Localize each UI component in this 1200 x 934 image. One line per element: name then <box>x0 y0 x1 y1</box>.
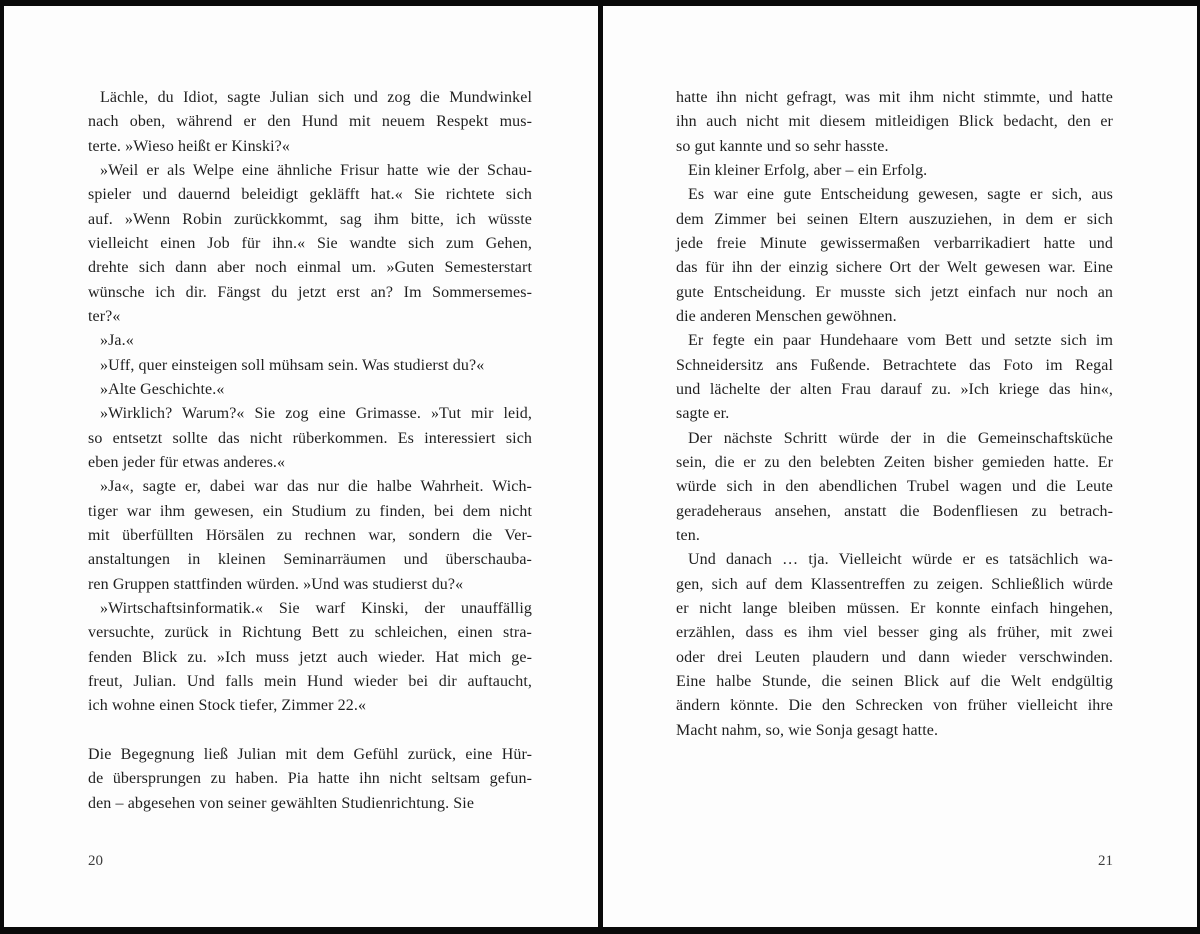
text-line: ren Gruppen stattfinden würden. »Und was studierst du?« <box>88 575 464 593</box>
text-line: erzählen, dass es ihm viel besser ging als früher, mit zwei <box>676 624 1113 642</box>
paragraph <box>88 86 532 159</box>
text-line: »Uff, quer einsteigen soll mühsam sein. Was studierst du?« <box>100 356 485 374</box>
text-line: Lächle, du Idiot, sagte Julian sich und zog die Mundwinkel <box>100 89 532 106</box>
paragraph <box>676 159 1113 183</box>
text-line: terte. »Wieso heißt er Kinski?« <box>88 137 290 155</box>
paragraph <box>676 329 1113 426</box>
text-line: freut, Julian. Und falls mein Hund wieder bei dir auftaucht, <box>88 672 532 690</box>
text-line: jede freie Minute gewissermaßen verbarrikadiert hatte und <box>676 234 1113 252</box>
paragraph <box>88 329 532 353</box>
text-line: Es war eine gute Entscheidung gewesen, sagte er sich, aus <box>688 186 1113 204</box>
text-line: und lächelte der alten Frau darauf zu. »Ich kriege das hin«, <box>676 380 1113 398</box>
text-line: spieler und dauernd beleidigt gekläfft hat.« Sie richtete sich <box>88 186 532 204</box>
right-page-number: 21 <box>1098 853 1113 869</box>
text-line: nach oben, während er den Hund mit neuem Respekt mus- <box>88 113 532 131</box>
text-line: oder drei Leuten plaudern und dann wieder verschwinden. <box>676 648 1113 666</box>
text-line: tiger war ihm gewesen, ein Studium zu finden, bei dem nicht <box>88 502 532 520</box>
paragraph <box>88 378 532 402</box>
left-page-text-column <box>88 86 532 816</box>
paragraph <box>676 548 1113 743</box>
text-line: drehte sich dann aber noch einmal um. »Guten Semesterstart <box>88 259 532 277</box>
right-page-text-column <box>676 86 1113 743</box>
text-line: ich wohne einen Stock tiefer, Zimmer 22.« <box>88 697 367 715</box>
text-line: sein, die er zu den belebten Zeiten bisher gemieden hatte. Er <box>676 453 1113 471</box>
text-line: ändern könnte. Die den Schrecken von früher vielleicht ihre <box>676 697 1113 715</box>
paragraph <box>676 427 1113 549</box>
center-gutter-divider <box>598 0 603 934</box>
text-line: Ein kleiner Erfolg, aber – ein Erfolg. <box>688 161 928 179</box>
text-line: gute Entscheidung. Er musste sich jetzt einfach nur noch an <box>676 283 1113 301</box>
paragraph <box>676 86 1113 159</box>
text-line: dem Zimmer bei seinen Eltern auszuziehen, in dem er sich <box>676 210 1113 228</box>
paragraph <box>88 402 532 475</box>
bottom-border-bar <box>0 927 1200 934</box>
text-line: »Ja«, sagte er, dabei war das nur die halbe Wahrheit. Wich- <box>100 478 532 496</box>
text-line: er nicht lange bleiben müssen. Er konnte einfach hingehen, <box>676 599 1113 617</box>
text-line: »Wirklich? Warum?« Sie zog eine Grimasse. »Tut mir leid, <box>100 405 532 423</box>
text-line: ihn auch nicht mit diesem mitleidigen Blick bedacht, den er <box>676 113 1113 131</box>
paragraph <box>88 475 532 597</box>
text-line: Eine halbe Stunde, die seinen Blick auf die Welt endgültig <box>676 672 1113 690</box>
text-line: vielleicht einen Job für ihn.« Sie wandte sich zum Gehen, <box>88 234 532 252</box>
left-page-number: 20 <box>88 853 103 869</box>
text-line: geradeheraus ansehen, anstatt die Bodenfliesen zu betrach- <box>676 502 1113 520</box>
text-line: »Alte Geschichte.« <box>100 380 225 398</box>
text-line: das für ihn der einzig sichere Ort der Welt gewesen war. Eine <box>676 259 1113 277</box>
text-line: die anderen Menschen gewöhnen. <box>676 307 897 325</box>
text-line: ter?« <box>88 307 121 325</box>
text-line: so entsetzt sollte das nicht rüberkommen. Es interessiert sich <box>88 429 532 447</box>
text-line: Schneidersitz ans Fußende. Betrachtete das Foto im Regal <box>676 356 1113 374</box>
text-line: »Wirtschaftsinformatik.« Sie warf Kinski, der unauffällig <box>100 599 532 617</box>
text-line: fenden Blick zu. »Ich muss jetzt auch wieder. Hat mich ge- <box>88 648 532 666</box>
right-page <box>603 0 1197 934</box>
paragraph <box>676 183 1113 329</box>
text-line: auf. »Wenn Robin zurückkommt, sag ihm bitte, ich wüsste <box>88 210 532 228</box>
text-line: versuchte, zurück in Richtung Bett zu schleichen, einen stra- <box>88 624 532 642</box>
text-line: hatte ihn nicht gefragt, was mit ihm nicht stimmte, und hatte <box>676 89 1113 106</box>
text-line: »Weil er als Welpe eine ähnliche Frisur hatte wie der Schau- <box>100 161 532 179</box>
text-line: den – abgesehen von seiner gewählten Studienrichtung. Sie <box>88 794 475 812</box>
text-line: Er fegte ein paar Hundehaare vom Bett und setzte sich im <box>688 332 1113 350</box>
paragraph <box>88 159 532 329</box>
text-line: wünsche ich dir. Fängst du jetzt erst an? Im Sommersemes- <box>88 283 532 301</box>
text-line: so gut kannte und so sehr hasste. <box>676 137 889 155</box>
text-line: würde sich in den abendlichen Trubel wagen und die Leute <box>676 478 1113 496</box>
text-line: Und danach … tja. Vielleicht würde er es tatsächlich wa- <box>688 551 1113 569</box>
text-line: de übersprungen zu haben. Pia hatte ihn nicht seltsam gefun- <box>88 770 532 788</box>
top-border-bar <box>0 0 1200 6</box>
text-line: ten. <box>676 526 700 544</box>
paragraph <box>88 743 532 816</box>
text-line: sagte er. <box>676 405 730 423</box>
text-line: eben jeder für etwas anderes.« <box>88 453 286 471</box>
paragraph <box>88 597 532 719</box>
left-page <box>4 0 598 934</box>
text-line: mit überfüllten Hörsälen zu rechnen war, sondern die Ver- <box>88 526 532 544</box>
text-line: »Ja.« <box>100 332 134 350</box>
text-line: Macht nahm, so, wie Sonja gesagt hatte. <box>676 721 939 739</box>
text-line: anstaltungen in kleinen Seminarräumen und überschauba- <box>88 551 532 569</box>
text-line: Der nächste Schritt würde der in die Gemeinschaftsküche <box>688 429 1113 447</box>
text-line: Die Begegnung ließ Julian mit dem Gefühl zurück, eine Hür- <box>88 745 532 763</box>
paragraph <box>88 354 532 378</box>
left-border-bar <box>0 0 4 934</box>
text-line: gen, sich auf dem Klassentreffen zu zeigen. Schließlich würde <box>676 575 1113 593</box>
